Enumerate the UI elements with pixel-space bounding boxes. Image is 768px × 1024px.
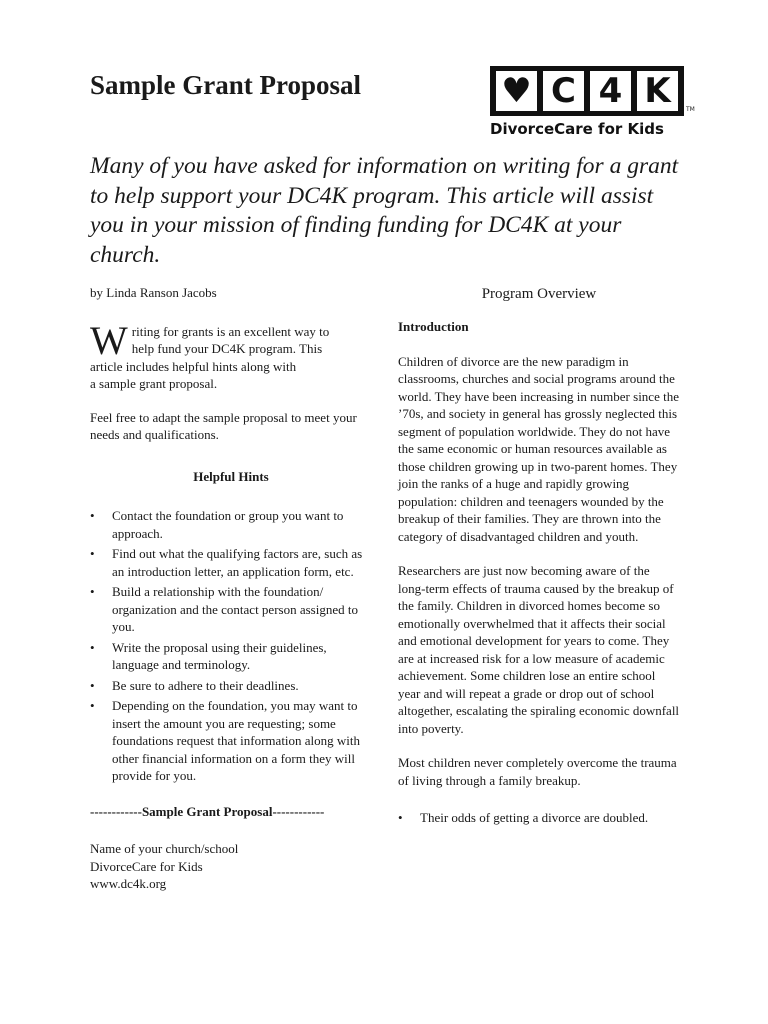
opening-line: a sample grant proposal. — [90, 376, 218, 391]
address-line: www.dc4k.org — [90, 876, 167, 891]
list-item — [90, 639, 372, 674]
address-line: Name of your church/school — [90, 841, 239, 856]
helpful-hints-heading: Helpful Hints — [193, 468, 269, 484]
intro-paragraph: Many of you have asked for information on writing for a grant to help support your DC4K program. This article will assist you in your mission of finding funding for DC4K at your church. — [90, 153, 679, 268]
logo-subtitle: DivorceCare for Kids — [490, 120, 664, 138]
bullet-icon: • — [90, 639, 95, 655]
heart-icon: ♥ — [496, 71, 537, 111]
drop-cap: W — [90, 317, 128, 363]
hint-text: Write the proposal using their guidelines, language and terminology. — [112, 639, 327, 672]
address-block — [90, 840, 372, 893]
bullet-icon: • — [90, 677, 95, 693]
bullet-icon: • — [90, 584, 95, 599]
byline: by Linda Ranson Jacobs — [90, 285, 217, 300]
list-item — [90, 545, 372, 580]
hint-text: Be sure to adhere to their deadlines. — [112, 677, 299, 693]
address-line: DivorceCare for Kids — [90, 858, 203, 874]
helpful-hints-list — [90, 507, 372, 785]
logo-letter-c: C — [543, 71, 584, 111]
body-paragraph: Researchers are just now becoming aware of the long-term effects of trauma caused by the breakup of the family. Children in divorced homes become so emotionally overwhelmed that it affects their social and emotional development for years to come. They are at increased risk for a low measure of academic achievement. Some children lose an entire school year and will repeat a grade or drop out of school altogether, escalating the spiraling economic downfall into poverty. — [398, 563, 680, 736]
logo-letter-box — [490, 66, 684, 116]
body-paragraph: Children of divorce are the new paradigm in classrooms, churches and social programs around the world. They have been increasing in number since the ’70s, and society in general has grossly neglected this segment of population worldwide. They do not have the same economic or human resources available as those children growing up in two-parent homes. They join the ranks of a huge and rapidly growing population: children and teenagers wounded by the breakup of their families. They are thrown into the category of disadvantaged children and youth. — [398, 353, 679, 544]
right-column — [398, 284, 680, 827]
page-title: Sample Grant Proposal — [90, 70, 362, 100]
adapt-paragraph: Feel free to adapt the sample proposal to meet your needs and qualifications. — [90, 409, 357, 442]
bullet-icon: • — [90, 546, 95, 561]
list-item — [90, 677, 372, 695]
bullet-icon: • — [398, 810, 403, 825]
list-item — [90, 583, 372, 636]
hint-text: Build a relationship with the foundation/ organization and the contact person assigned to you. — [112, 584, 358, 634]
list-item — [90, 697, 372, 785]
body-paragraph: Most children never completely overcome the trauma of living through a family breakup. — [398, 755, 677, 788]
dc4k-logo — [490, 66, 700, 140]
list-item — [398, 809, 680, 827]
opening-line: riting for grants is an excellent way to — [131, 323, 330, 339]
logo-letter-4: 4 — [590, 71, 631, 111]
opening-paragraph — [90, 317, 372, 393]
sample-proposal-heading: ------------Sample Grant Proposal------------ — [90, 803, 325, 819]
opening-line: article includes helpful hints along with — [90, 358, 297, 374]
hint-text: Find out what the qualifying factors are, such as an introduction letter, an application form, etc. — [112, 546, 363, 579]
bullet-icon: • — [90, 508, 95, 523]
list-item — [90, 507, 372, 542]
odds-list — [398, 809, 680, 827]
trademark-mark: TM — [686, 106, 695, 113]
odds-text: Their odds of getting a divorce are doubled. — [420, 810, 649, 825]
opening-line: help fund your DC4K program. This — [131, 341, 323, 356]
introduction-heading: Introduction — [398, 319, 469, 334]
hint-text: Contact the foundation or group you want to approach. — [112, 508, 344, 541]
program-overview-heading: Program Overview — [481, 286, 597, 302]
logo-letter-k: K — [637, 71, 678, 111]
bullet-icon: • — [90, 698, 95, 713]
left-column — [90, 284, 372, 893]
hint-text: Depending on the foundation, you may want to insert the amount you are requesting; some foundations request that information along with other financial information on a form they will provide for you. — [112, 698, 361, 783]
